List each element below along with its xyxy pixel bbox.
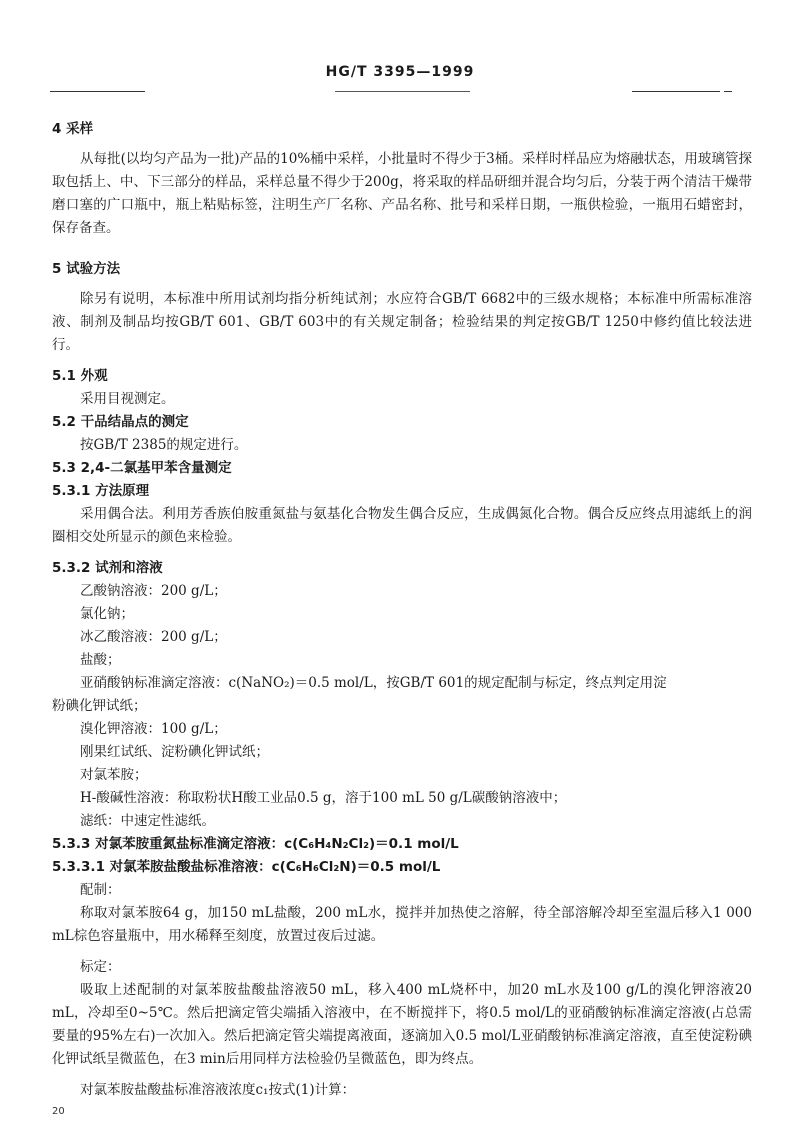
reagent-item: H-酸碱性溶液：称取粉状H酸工业品0.5 g，溶于100 mL 50 g/L碳酸钠溶液中； (80, 790, 567, 806)
section-5-3-2-title: 5.3.2 试剂和溶液 (52, 560, 163, 576)
calibration-text: 吸取上述配制的对氯苯胺盐酸盐溶液50 mL，移入400 mL烧杯中，加20 mL水及100 g/L的溴化钾溶液20 mL，冷却至0~5℃。然后把滴定管尖端插入溶液中，在不断搅拌下，将0.5 mol/L的亚硝酸钠标准滴定溶液(占总需要量的95%左右)一次加入。然后把滴定管尖端提离液面，逐滴加入0.5 mol/L亚硝酸钠标准滴定溶液，直至使淀粉碘化钾试纸呈微蓝色，在3 min后用同样方法检验仍呈微蓝色，即为终点。 (52, 982, 752, 1067)
section-5-1-text: 采用目视测定。 (80, 391, 175, 407)
page-header (0, 64, 800, 104)
reagent-item: 滤纸：中速定性滤纸。 (80, 813, 215, 829)
reagent-item: 乙酸钠溶液：200 g/L； (80, 583, 227, 599)
preparation-text: 称取对氯苯胺64 g，加150 mL盐酸，200 mL水，搅拌并加热使之溶解，待全部溶解冷却至室温后移入1 000 mL棕色容量瓶中，用水稀释至刻度，放置过夜后过滤。 (52, 905, 752, 944)
preparation-label: 配制： (80, 882, 121, 898)
section-5-3-1-text: 采用偶合法。利用芳香族伯胺重氮盐与氨基化合物发生偶合反应，生成偶氮化合物。偶合反应终点用滤纸上的润圈相交处所显示的颜色来检验。 (52, 506, 752, 545)
nitrite-line-1: 亚硝酸钠标准滴定溶液：c(NaNO₂)＝0.5 mol/L，按GB/T 601的规定配制与标定，终点判定用淀 (80, 675, 667, 691)
header-rule-right (632, 91, 720, 92)
page-number: 20 (52, 1106, 65, 1117)
section-4-heading: 4 采样 (52, 121, 94, 137)
reagent-item: 盐酸； (80, 652, 121, 668)
section-5-2-title: 5.2 干品结晶点的测定 (52, 414, 189, 430)
standard-code: HG/T 3395—1999 (325, 64, 475, 80)
header-rule-dash (724, 91, 732, 92)
section-5-3-title: 5.3 2,4-二氯基甲苯含量测定 (52, 460, 232, 476)
reagent-item: 刚果红试纸、淀粉碘化钾试纸； (80, 744, 269, 760)
section-5-3-3-1-title: 5.3.3.1 对氯苯胺盐酸盐标准溶液：c(C₆H₆Cl₂N)＝0.5 mol/L (52, 859, 441, 875)
section-5-heading: 5 试验方法 (52, 261, 121, 277)
reagent-item: 对氯苯胺； (80, 767, 148, 783)
section-5-2-text: 按GB/T 2385的规定进行。 (80, 437, 248, 453)
reagent-item: 氯化钠； (80, 606, 134, 622)
formula-reference-text: 对氯苯胺盐酸盐标准溶液浓度c₁按式(1)计算： (80, 1082, 356, 1098)
reagent-item: 冰乙酸溶液：200 g/L； (80, 629, 227, 645)
section-5-3-1-title: 5.3.1 方法原理 (52, 483, 150, 499)
section-4-text: 从每批(以均匀产品为一批)产品的10%桶中采样，小批量时不得少于3桶。采样时样品应为熔融状态，用玻璃管探取包括上、中、下三部分的样品，采样总量不得少于200g，将采取的样品研细并混合均匀后，分装于两个清洁干燥带磨口塞的广口瓶中，瓶上粘贴标签，注明生产厂名称、产品名称、批号和采样日期，一瓶供检验，一瓶用石蜡密封，保存备查。 (52, 151, 752, 236)
nitrite-line-2: 粉碘化钾试纸； (52, 698, 147, 714)
reagent-item: 溴化钾溶液：100 g/L； (80, 721, 227, 737)
document-body (52, 120, 752, 1102)
header-rule-left (50, 91, 145, 92)
calibration-label: 标定： (80, 959, 121, 975)
section-5-3-3-title: 5.3.3 对氯苯胺重氮盐标准滴定溶液：c(C₆H₄N₂Cl₂)＝0.1 mol/L (52, 836, 459, 852)
header-rule-center (335, 91, 470, 92)
section-5-intro: 除另有说明，本标准中所用试剂均指分析纯试剂；水应符合GB/T 6682中的三级水规格；本标准中所需标准溶液、制剂及制品均按GB/T 601、GB/T 603中的有关规定制备；检验结果的判定按GB/T 1250中修约值比较法进行。 (52, 291, 752, 353)
section-5-1-title: 5.1 外观 (52, 368, 108, 384)
